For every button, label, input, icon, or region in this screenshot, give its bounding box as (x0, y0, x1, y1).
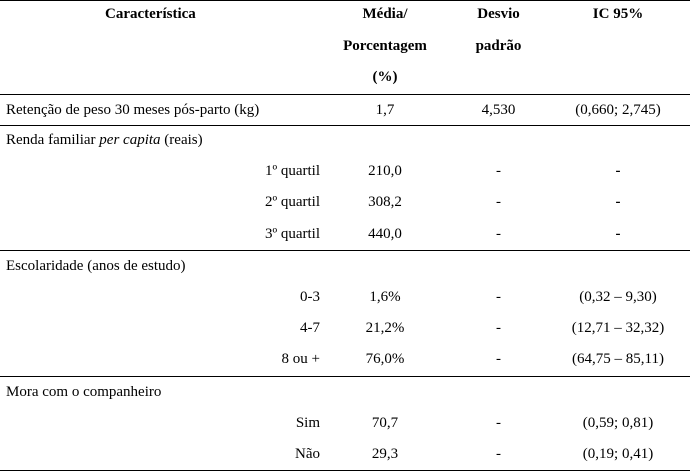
row-retention-mean: 1,7 (375, 102, 395, 118)
income-q2-sd: - (496, 194, 501, 210)
row-retention-ci: (0,660; 2,745) (575, 102, 661, 118)
partner-yes-ci: (0,59; 0,81) (582, 415, 654, 431)
row-rule (0, 376, 690, 377)
partner-yes-mean: 70,7 (371, 415, 399, 431)
bottom-rule (0, 470, 690, 471)
row-rule (0, 125, 690, 126)
income-q2-ci: - (615, 194, 621, 210)
education-0-3-mean: 1,6% (369, 289, 401, 305)
education-8plus-mean: 76,0% (365, 351, 405, 367)
education-8plus-label: 8 ou + (281, 351, 320, 367)
income-q2-mean: 308,2 (368, 194, 402, 210)
partner-yes-label: Sim (295, 415, 320, 431)
education-0-3-ci: (0,32 – 9,30) (579, 289, 657, 305)
top-rule (0, 0, 690, 1)
education-4-7-mean: 21,2% (365, 320, 405, 336)
header-sd-line2: padrão (475, 38, 522, 54)
income-q3-mean: 440,0 (368, 226, 402, 242)
header-sd-line1: Desvio (477, 6, 520, 22)
education-8plus-sd: - (496, 351, 501, 367)
income-q3-ci: - (615, 226, 621, 242)
income-q3-sd: - (496, 226, 501, 242)
row-retention-sd: 4,530 (481, 102, 516, 118)
education-4-7-label: 4-7 (300, 320, 320, 336)
section-partner-label: Mora com o companheiro (6, 384, 162, 400)
income-q1-sd: - (496, 163, 501, 179)
income-q1-label: 1º quartil (264, 163, 320, 179)
partner-no-ci: (0,19; 0,41) (582, 446, 654, 462)
income-q1-ci: - (615, 163, 621, 179)
row-rule (0, 250, 690, 251)
education-4-7-sd: - (496, 320, 501, 336)
section-education-label: Escolaridade (anos de estudo) (6, 258, 186, 274)
header-mean-line2: Porcentagem (343, 38, 427, 54)
partner-no-sd: - (496, 446, 501, 462)
education-4-7-ci: (12,71 – 32,32) (571, 320, 665, 336)
header-rule (0, 94, 690, 95)
row-retention-label: Retenção de peso 30 meses pós-parto (kg) (6, 102, 260, 118)
header-mean-line3: (%) (372, 69, 398, 85)
section-income-label: Renda familiar per capita (reais) (6, 132, 203, 148)
income-q2-label: 2º quartil (264, 194, 320, 210)
education-0-3-sd: - (496, 289, 501, 305)
income-q3-label: 3º quartil (264, 226, 320, 242)
partner-yes-sd: - (496, 415, 501, 431)
education-8plus-ci: (64,75 – 85,11) (572, 351, 664, 367)
partner-no-label: Não (295, 446, 320, 462)
income-q1-mean: 210,0 (368, 163, 402, 179)
header-mean-line1: Média/ (362, 6, 408, 22)
education-0-3-label: 0-3 (300, 289, 320, 305)
header-characteristic: Característica (105, 6, 196, 22)
header-ci: IC 95% (592, 6, 644, 22)
partner-no-mean: 29,3 (371, 446, 399, 462)
